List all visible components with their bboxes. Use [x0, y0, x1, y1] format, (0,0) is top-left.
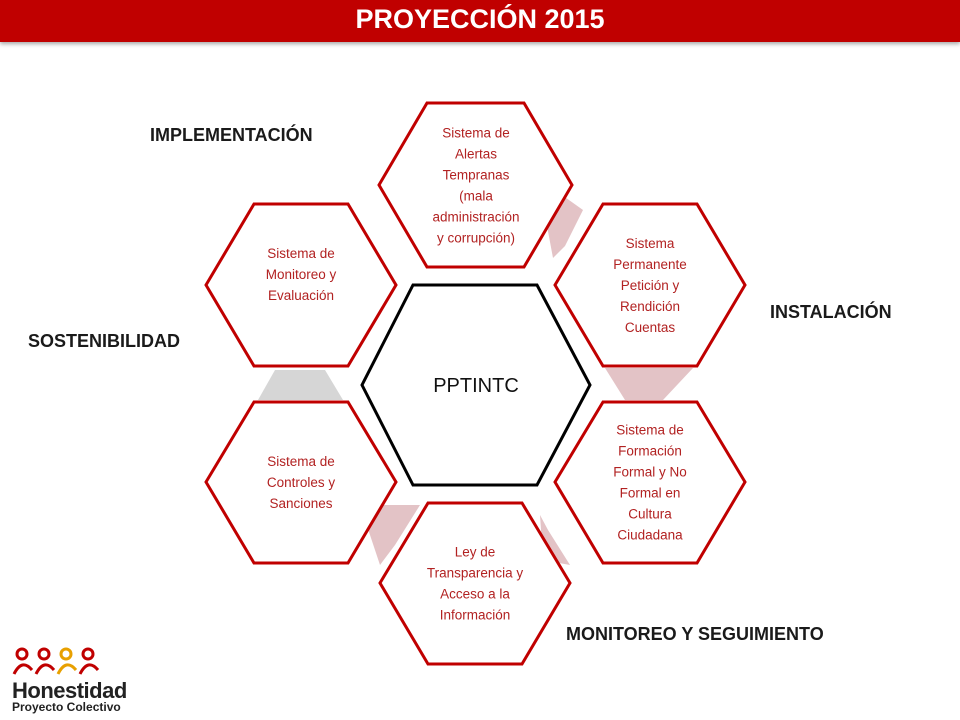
hexagon-formacion-line: Cultura [628, 506, 672, 522]
hexagon-alertas-line: (mala [459, 188, 493, 204]
connector-controles-monitoreo [258, 370, 343, 400]
center-label: PPTINTC [433, 375, 519, 397]
hexagon-monitoreo-line: Monitoreo y [265, 267, 337, 282]
hexagon-controles-line: Controles y [266, 475, 336, 490]
hexagon-peticion-line: Petición y [620, 278, 680, 293]
hexagon-ley-line: Información [439, 607, 511, 623]
hexagon-formacion-line: Formación [618, 443, 682, 459]
hexagon-ley-line: Ley de [454, 544, 496, 560]
stage-instalacion: INSTALACIÓN [770, 302, 892, 322]
hexagon-formacion-line: Formal en [619, 485, 681, 501]
hexagon-ley-line: Acceso a la [440, 586, 510, 602]
page-title: PROYECCIÓN 2015 [355, 4, 605, 34]
hexagon-controles-line: Sistema de [267, 454, 335, 469]
hexagon-monitoreo-line: Sistema de [267, 246, 335, 261]
stage-monitoreo-seguimiento: MONITOREO Y SEGUIMIENTO [566, 624, 824, 644]
hexagon-formacion-line: Ciudadana [617, 527, 683, 543]
hexagon-peticion-line: Sistema [625, 236, 675, 251]
hexagon-controles-text [267, 454, 336, 511]
logo-word: Honestidad [12, 678, 127, 703]
hexagon-monitoreo [206, 204, 396, 366]
connector-peticion-formacion [605, 368, 693, 400]
hexagon-formacion-line: Sistema de [616, 422, 684, 438]
hexagon-alertas-line: Alertas [454, 146, 498, 162]
hexagon-controles-line: Sanciones [269, 496, 333, 511]
hexagon-peticion-line: Cuentas [624, 320, 676, 335]
logo-figures-icon [10, 640, 140, 680]
hexagon-formacion-line: Formal y No [613, 464, 687, 480]
hexagon-alertas-line: Tempranas [442, 167, 510, 183]
hexagon-ley-line: Transparencia y [426, 565, 524, 581]
hexagon-monitoreo-line: Evaluación [267, 288, 335, 303]
hexagon-alertas-line: administración [432, 209, 520, 225]
hexagon-peticion-line: Permanente [613, 257, 687, 272]
hexagon-alertas-line: Sistema de [442, 125, 510, 141]
hexagon-peticion-line: Rendición [619, 299, 681, 314]
honestidad-logo [10, 640, 140, 715]
hexagon-monitoreo-text [266, 246, 337, 303]
logo-subtitle: Proyecto Colectivo [12, 700, 121, 714]
stage-implementacion: IMPLEMENTACIÓN [150, 125, 313, 145]
stage-sostenibilidad: SOSTENIBILIDAD [28, 331, 181, 351]
hexagon-alertas-line: y corrupción) [436, 230, 516, 246]
